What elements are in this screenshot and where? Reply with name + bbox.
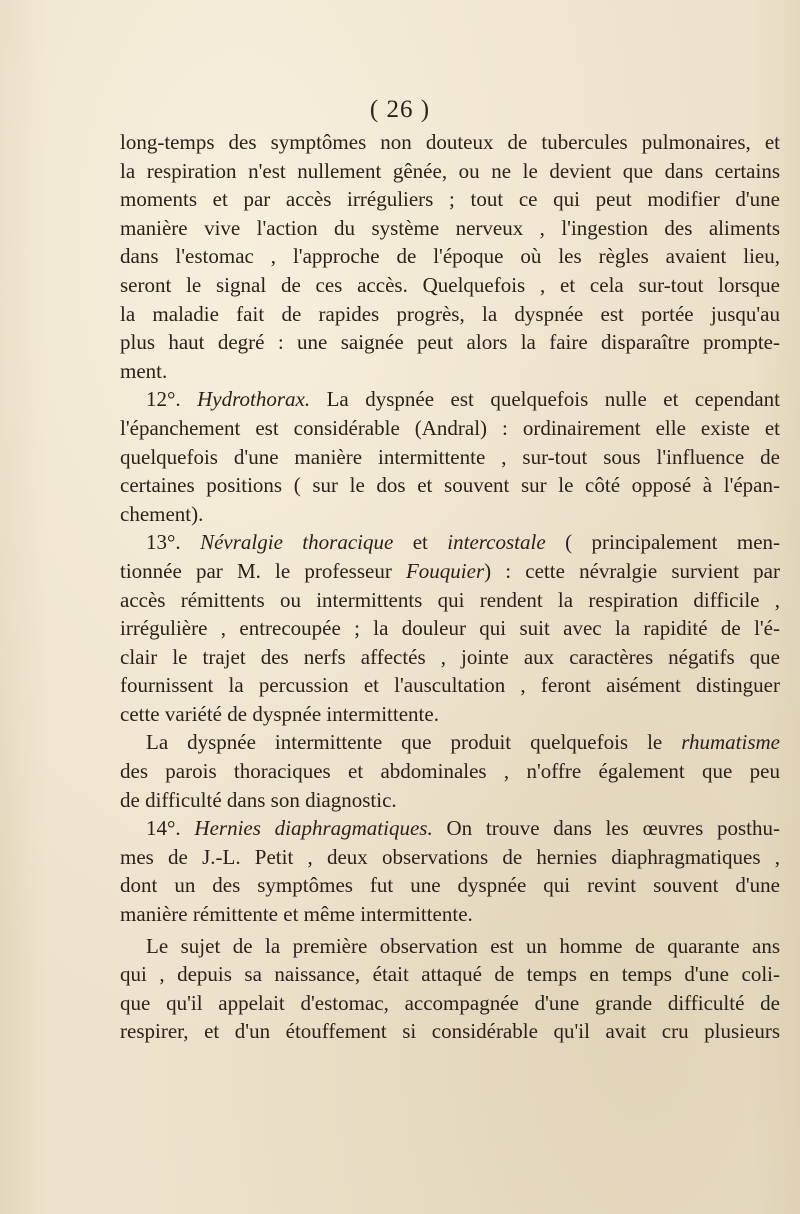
text-fragment: ( principalement men- [565,530,781,555]
text-line: qui , depuis sa naissance, était attaqué de temps en temps d'une coli- [120,962,780,987]
text-line: dans l'estomac , l'approche de l'époque où les règles avaient lieu, [120,244,780,269]
text-line: fournissent la percussion et l'auscultation , feront aisément distinguer [120,673,780,698]
text-fragment: La dyspnée est quelquefois nulle et cependant [326,387,781,412]
section-title: Hernies diaphragmatiques. [194,816,433,841]
text-line: long-temps des symptômes non douteux de tubercules pulmonaires, et [120,130,780,154]
term: rhumatisme [681,730,781,755]
text-line: moments et par accès irréguliers ; tout ce qui peut modifier d'une [120,187,780,212]
text-line: dont un des symptômes fut une dyspnée qui revint souvent d'une [120,873,780,898]
text-line: cette variété de dyspnée intermittente. [120,701,439,726]
text-line: respirer, et d'un étouffement si considérable qu'il avait cru plusieurs [120,1019,780,1044]
text-line: de difficulté dans son diagnostic. [120,787,397,812]
text-line: seront le signal de ces accès. Quelquefois , et cela sur-tout lorsque [120,272,780,297]
text-fragment: La dyspnée intermittente que produit quelquefois le [146,730,663,755]
text-line: des parois thoraciques et abdominales , n'offre également que peu [120,759,780,784]
section-13-heading-line [120,528,780,557]
author-name: Fouquier [405,558,485,583]
text-fragment: On trouve dans les œuvres posthu- [446,816,781,841]
text-line: l'épanchement est considérable (Andral) : ordinairement elle existe et [120,415,780,440]
text-line: chement). [120,501,204,526]
text-line: ment. [120,358,168,383]
text-line: manière vive l'action du système nerveux , l'ingestion des aliments [120,215,780,240]
text-line: irrégulière , entrecoupée ; la douleur qui suit avec la rapidité de l'é- [120,616,780,641]
text-line: plus haut degré : une saignée peut alors la faire disparaître prompte- [120,330,780,355]
paragraph-first-line [120,728,780,757]
text-line: quelquefois d'une manière intermittente , sur-tout sous l'influence de [120,444,780,469]
section-title: Névralgie thoracique [200,530,394,555]
text-line: mes de J.-L. Petit , deux observations de hernies diaphragmatiques , [120,844,780,869]
text-line: certaines positions ( sur le dos et souvent sur le côté opposé à l'épan- [120,473,780,498]
text-fragment: et [412,530,428,555]
text-line: clair le trajet des nerfs affectés , jointe aux caractères négatifs que [120,644,780,669]
text-fragment: ) : cette névralgie survient par [484,558,780,583]
section-title: intercostale [447,530,546,555]
text-line: la respiration n'est nullement gênée, ou ne le devient que dans certains [120,158,780,183]
section-number: 12°. [146,387,181,412]
page-number: ( 26 ) [369,96,431,123]
text-line: que qu'il appelait d'estomac, accompagnée d'une grande difficulté de [120,990,780,1015]
section-number: 13°. [146,530,181,555]
text-fragment: tionnée par M. le professeur [120,558,392,583]
section-title: Hydrothorax. [197,387,311,412]
body-text [120,128,780,1046]
section-14-heading-line [120,814,780,843]
text-line: manière rémittente et même intermittente. [120,902,473,927]
section-number: 14°. [146,816,181,841]
text-line [120,557,780,586]
text-line: accès rémittents ou intermittents qui rendent la respiration difficile , [120,587,780,612]
text-line: Le sujet de la première observation est un homme de quarante ans [146,933,780,958]
text-line: la maladie fait de rapides progrès, la dyspnée est portée jusqu'au [120,301,780,326]
section-12-heading-line [120,385,780,414]
